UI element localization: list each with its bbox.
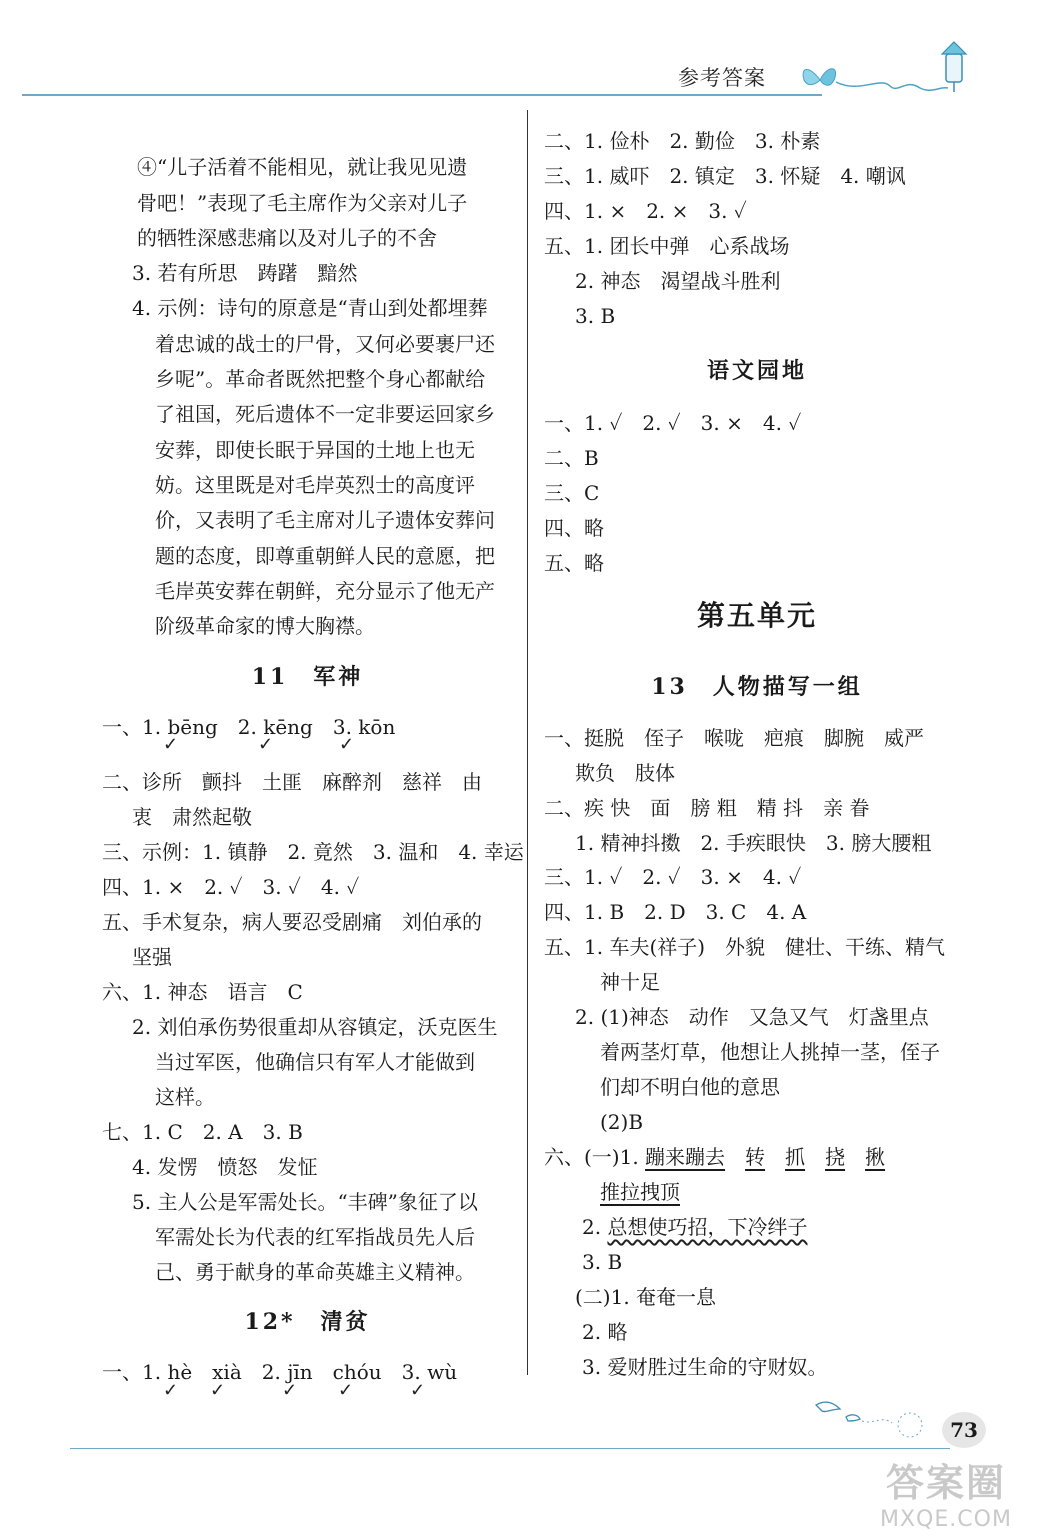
answer-line: 3. 爱财胜过生命的守财奴。 <box>582 1355 828 1379</box>
answer-line: 一、1. ✓ 2. ✓ 3. × 4. ✓ <box>544 411 802 435</box>
answer-line: 3. 若有所思 踌躇 黯然 <box>132 261 358 285</box>
answer-line: 五、略 <box>544 551 604 575</box>
watermark-logo-text: 答案圈 <box>885 1461 1006 1505</box>
lesson-heading: 13 人物描写一组 <box>651 674 863 700</box>
answer-line: 二、1. 俭朴 2. 勤俭 3. 朴素 <box>544 129 821 153</box>
answer-line: 己、勇于献身的革命英雄主义精神。 <box>155 1260 475 1284</box>
answer-line: 二、B <box>544 446 599 470</box>
answer-line: 四、1. × 2. × 3. ✓ <box>544 199 747 223</box>
answer-line: 一、1. hè xià 2. jīn chóu 3. wù <box>102 1360 458 1384</box>
answer-line: 了祖国，死后遗体不一定非要运回家乡 <box>155 402 495 426</box>
answer-line: 4. 发愣 愤怒 发怔 <box>132 1155 318 1179</box>
answer-line: 七、1. C 2. A 3. B <box>102 1120 303 1144</box>
check-mark: ✓ <box>338 1380 354 1401</box>
answer-line: 军需处长为代表的红军指战员先人后 <box>155 1225 475 1249</box>
check-mark: ✓ <box>282 1380 298 1401</box>
answer-line: 2. (1)神态 动作 又急又气 灯盏里点 <box>575 1005 929 1029</box>
wavy-underlined-answer: 总想使巧招，下冷绊子 <box>607 1215 808 1239</box>
answer-line: 衷 肃然起敬 <box>132 805 252 829</box>
answer-line: 着两茎灯草，他想让人挑掉一茎，侄子 <box>600 1040 940 1064</box>
bird-dots-icon <box>812 1395 942 1455</box>
answer-line: 1. 精神抖擞 2. 手疾眼快 3. 膀大腰粗 <box>575 831 932 855</box>
answer-line: 五、1. 团长中弹 心系战场 <box>544 234 790 258</box>
answer-line: 着忠诚的战士的尸骨，又何必要裹尸还 <box>155 332 495 356</box>
answer-line: 三、1. 威吓 2. 镇定 3. 怀疑 4. 嘲讽 <box>544 164 906 188</box>
answer-line: 题的态度，即尊重朝鲜人民的意愿，把 <box>155 544 495 568</box>
answer-line: 四、1. B 2. D 3. C 4. A <box>544 900 807 924</box>
answer-line: 价，又表明了毛主席对儿子遗体安葬问 <box>155 508 495 532</box>
watermark <box>880 1452 1012 1532</box>
answer-line: 四、1. × 2. ✓ 3. ✓ 4. ✓ <box>102 875 360 899</box>
answer-line: 一、1. bēng 2. kēng 3. kōn <box>102 715 396 739</box>
check-mark: ✓ <box>410 1380 426 1401</box>
answer-line: 二、诊所 颤抖 土匪 麻醉剂 慈祥 由 <box>102 770 482 794</box>
answer-line: 毛岸英安葬在朝鲜，充分显示了他无产 <box>155 579 495 603</box>
check-mark: ✓ <box>210 1380 226 1401</box>
answer-line: 二、疾 快 面 膀 粗 精 抖 亲 眷 <box>544 796 870 820</box>
answer-line: 这样。 <box>155 1085 215 1109</box>
answer-line: 五、1. 车夫(祥子) 外貌 健壮、干练、精气 <box>544 935 946 959</box>
answer-line: 4. 示例：诗句的原意是“青山到处都埋葬 <box>132 296 488 320</box>
check-mark: ✓ <box>339 734 355 755</box>
answer-line: 六、1. 神态 语言 C <box>102 980 303 1004</box>
answer-line: 当过军医，他确信只有军人才能做到 <box>155 1050 475 1074</box>
answer-line: 妨。这里既是对毛岸英烈士的高度评 <box>155 473 475 497</box>
answer-line <box>544 1142 885 1172</box>
answer-line: 神十足 <box>600 970 660 994</box>
answer-line <box>600 1177 680 1207</box>
underlined-answer: 抓 <box>785 1145 806 1169</box>
answer-line: 阶级革命家的博大胸襟。 <box>155 614 375 638</box>
answer-prefix: 2. <box>582 1215 608 1239</box>
answer-line: 五、手术复杂，病人要忍受剧痛 刘伯承的 <box>102 910 482 934</box>
page-number: 73 <box>942 1412 986 1448</box>
underlined-answer: 挠 <box>825 1145 846 1169</box>
header-title: 参考答案 <box>678 66 766 90</box>
column-divider <box>527 110 528 1375</box>
answer-line: 一、挺脱 侄子 喉咙 疤痕 脚腕 威严 <box>544 726 924 750</box>
header-rule <box>22 94 822 96</box>
lesson-heading: 11 军神 <box>251 664 364 690</box>
answer-prefix: 六、(一)1. <box>544 1145 646 1169</box>
answer-line: 三、C <box>544 481 600 505</box>
answer-line: 2. 神态 渴望战斗胜利 <box>575 269 781 293</box>
answer-line: 安葬，即使长眠于异国的土地上也无 <box>155 438 475 462</box>
answer-line: 三、示例：1. 镇静 2. 竟然 3. 温和 4. 幸运 <box>102 840 524 864</box>
unit-title: 第五单元 <box>696 599 817 632</box>
underlined-answer: 转 <box>745 1145 766 1169</box>
answer-line: 2. 略 <box>582 1320 628 1344</box>
answer-line: 5. 主人公是军需处长。“丰碑”象征了以 <box>132 1190 478 1214</box>
butterfly-lantern-icon <box>780 36 980 96</box>
answer-line: ④“儿子活着不能相见，就让我见见遗 <box>137 155 468 179</box>
answer-line: (2)B <box>600 1110 644 1134</box>
answer-line: 乡呢”。革命者既然把整个身心都献给 <box>155 367 486 391</box>
answer-line: (二)1. 奄奄一息 <box>575 1285 717 1309</box>
lesson-heading: 12* 清贫 <box>244 1309 371 1335</box>
check-mark: ✓ <box>163 1380 179 1401</box>
answer-line: 三、1. ✓ 2. ✓ 3. × 4. ✓ <box>544 865 802 889</box>
answer-line: 欺负 肢体 <box>575 761 675 785</box>
footer-rule <box>70 1448 950 1449</box>
underlined-answer: 揪 <box>865 1145 886 1169</box>
section-heading: 语文园地 <box>706 358 807 384</box>
underlined-answer: 蹦来蹦去 <box>645 1145 726 1169</box>
answer-line: 们却不明白他的意思 <box>600 1075 780 1099</box>
answer-line: 骨吧！”表现了毛主席作为父亲对儿子 <box>137 191 468 215</box>
answer-line: 坚强 <box>132 945 172 969</box>
underlined-answer: 推拉拽顶 <box>600 1180 680 1204</box>
check-mark: ✓ <box>163 734 179 755</box>
check-mark: ✓ <box>258 734 274 755</box>
answer-line: 四、略 <box>544 516 604 540</box>
answer-line: 3. B <box>582 1250 623 1274</box>
answer-line <box>582 1212 807 1242</box>
answer-line: 的牺牲深感悲痛以及对儿子的不舍 <box>137 226 437 250</box>
answer-line: 2. 刘伯承伤势很重却从容镇定，沃克医生 <box>132 1015 498 1039</box>
watermark-url: MXQE.COM <box>880 1507 1012 1532</box>
answer-line: 3. B <box>575 304 616 328</box>
